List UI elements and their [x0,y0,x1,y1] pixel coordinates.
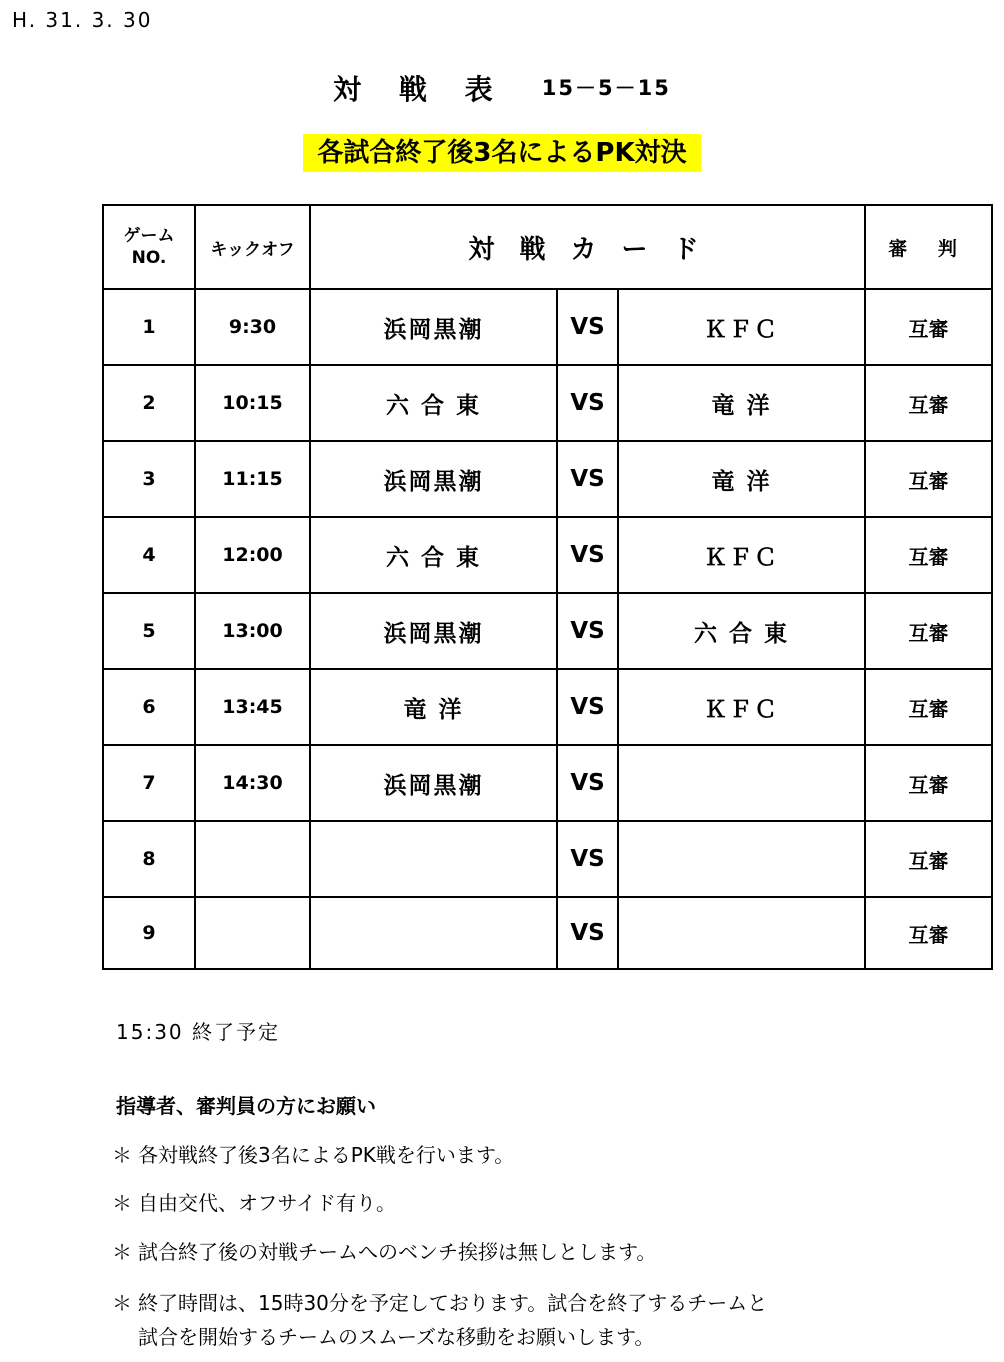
table-row [103,897,992,969]
vs-cell: VS [557,365,618,441]
note-text-continuation: 試合を開始するチームのスムーズな移動をお願いします。 [138,1325,655,1349]
game-number-cell: 3 [103,441,195,517]
header-match-card: 対 戦 カ ー ド [310,205,865,289]
kickoff-time-cell: 13:45 [195,669,310,745]
note-item [112,1138,514,1172]
home-team-cell: 浜岡黒潮 [310,593,557,669]
game-number-cell: 9 [103,897,195,969]
game-number-cell: 1 [103,289,195,365]
table-row [103,821,992,897]
game-number-cell: 5 [103,593,195,669]
home-team-cell: 六 合 東 [310,517,557,593]
match-schedule-table [102,204,993,970]
game-number-cell: 4 [103,517,195,593]
home-team-cell [310,821,557,897]
header-kickoff: キックオフ [195,205,310,289]
note-text: 各対戦終了後3名によるPK戦を行います。 [138,1143,515,1167]
away-team-cell: 竜 洋 [618,441,865,517]
vs-cell: VS [557,593,618,669]
table-row [103,289,992,365]
table-row [103,365,992,441]
referee-cell: 互審 [865,821,992,897]
away-team-cell: 竜 洋 [618,365,865,441]
game-number-cell: 6 [103,669,195,745]
title-row [0,68,1004,108]
away-team-cell [618,821,865,897]
home-team-cell: 浜岡黒潮 [310,289,557,365]
referee-cell: 互審 [865,517,992,593]
away-team-cell: 六 合 東 [618,593,865,669]
home-team-cell: 浜岡黒潮 [310,441,557,517]
vs-cell: VS [557,897,618,969]
table-row [103,669,992,745]
table-header-row [103,205,992,289]
referee-cell: 互審 [865,365,992,441]
note-bullet: ＊ [112,1291,132,1315]
game-number-cell: 7 [103,745,195,821]
table-row [103,441,992,517]
home-team-cell: 六 合 東 [310,365,557,441]
table-row [103,517,992,593]
header-referee: 審 判 [865,205,992,289]
vs-cell: VS [557,517,618,593]
referee-cell: 互審 [865,593,992,669]
kickoff-time-cell: 11:15 [195,441,310,517]
note-bullet: ＊ [112,1143,132,1167]
referee-cell: 互審 [865,745,992,821]
banner-row [0,134,1004,172]
end-time-note: 15:30 終了予定 [116,1020,280,1044]
note-item [112,1186,396,1220]
away-team-cell: ＫＦＣ [618,517,865,593]
note-text: 自由交代、オフサイド有り。 [138,1191,396,1215]
kickoff-time-cell: 12:00 [195,517,310,593]
vs-cell: VS [557,821,618,897]
away-team-cell: ＫＦＣ [618,669,865,745]
game-number-cell: 8 [103,821,195,897]
note-bullet: ＊ [112,1191,132,1215]
pk-banner: 各試合終了後3名によるPK対決 [303,134,700,172]
home-team-cell: 竜 洋 [310,669,557,745]
kickoff-time-cell: 10:15 [195,365,310,441]
kickoff-time-cell [195,897,310,969]
document-date: H. 31. 3. 30 [12,8,153,32]
vs-cell: VS [557,669,618,745]
table-row [103,593,992,669]
header-game-no [103,205,195,289]
kickoff-time-cell: 9:30 [195,289,310,365]
note-item [112,1286,767,1354]
table-row [103,745,992,821]
page-title: 対 戦 表 [333,73,507,106]
home-team-cell: 浜岡黒潮 [310,745,557,821]
vs-cell: VS [557,441,618,517]
kickoff-time-cell [195,821,310,897]
kickoff-time-cell: 14:30 [195,745,310,821]
away-team-cell [618,897,865,969]
referee-cell: 互審 [865,897,992,969]
away-team-cell [618,745,865,821]
schedule-code: 15－5－15 [541,76,671,100]
note-item [112,1235,656,1269]
header-game-line1: ゲーム [123,226,175,246]
referee-cell: 互審 [865,669,992,745]
game-number-cell: 2 [103,365,195,441]
header-game-line2: NO. [131,248,167,268]
note-text: 試合終了後の対戦チームへのベンチ挨拶は無しとします。 [138,1240,657,1264]
referee-cell: 互審 [865,289,992,365]
vs-cell: VS [557,289,618,365]
vs-cell: VS [557,745,618,821]
home-team-cell [310,897,557,969]
note-text: 終了時間は、15時30分を予定しております。試合を終了するチームと [138,1291,768,1315]
note-bullet: ＊ [112,1240,132,1264]
referee-cell: 互審 [865,441,992,517]
away-team-cell: ＫＦＣ [618,289,865,365]
notes-title: 指導者、審判員の方にお願い [116,1094,376,1118]
kickoff-time-cell: 13:00 [195,593,310,669]
